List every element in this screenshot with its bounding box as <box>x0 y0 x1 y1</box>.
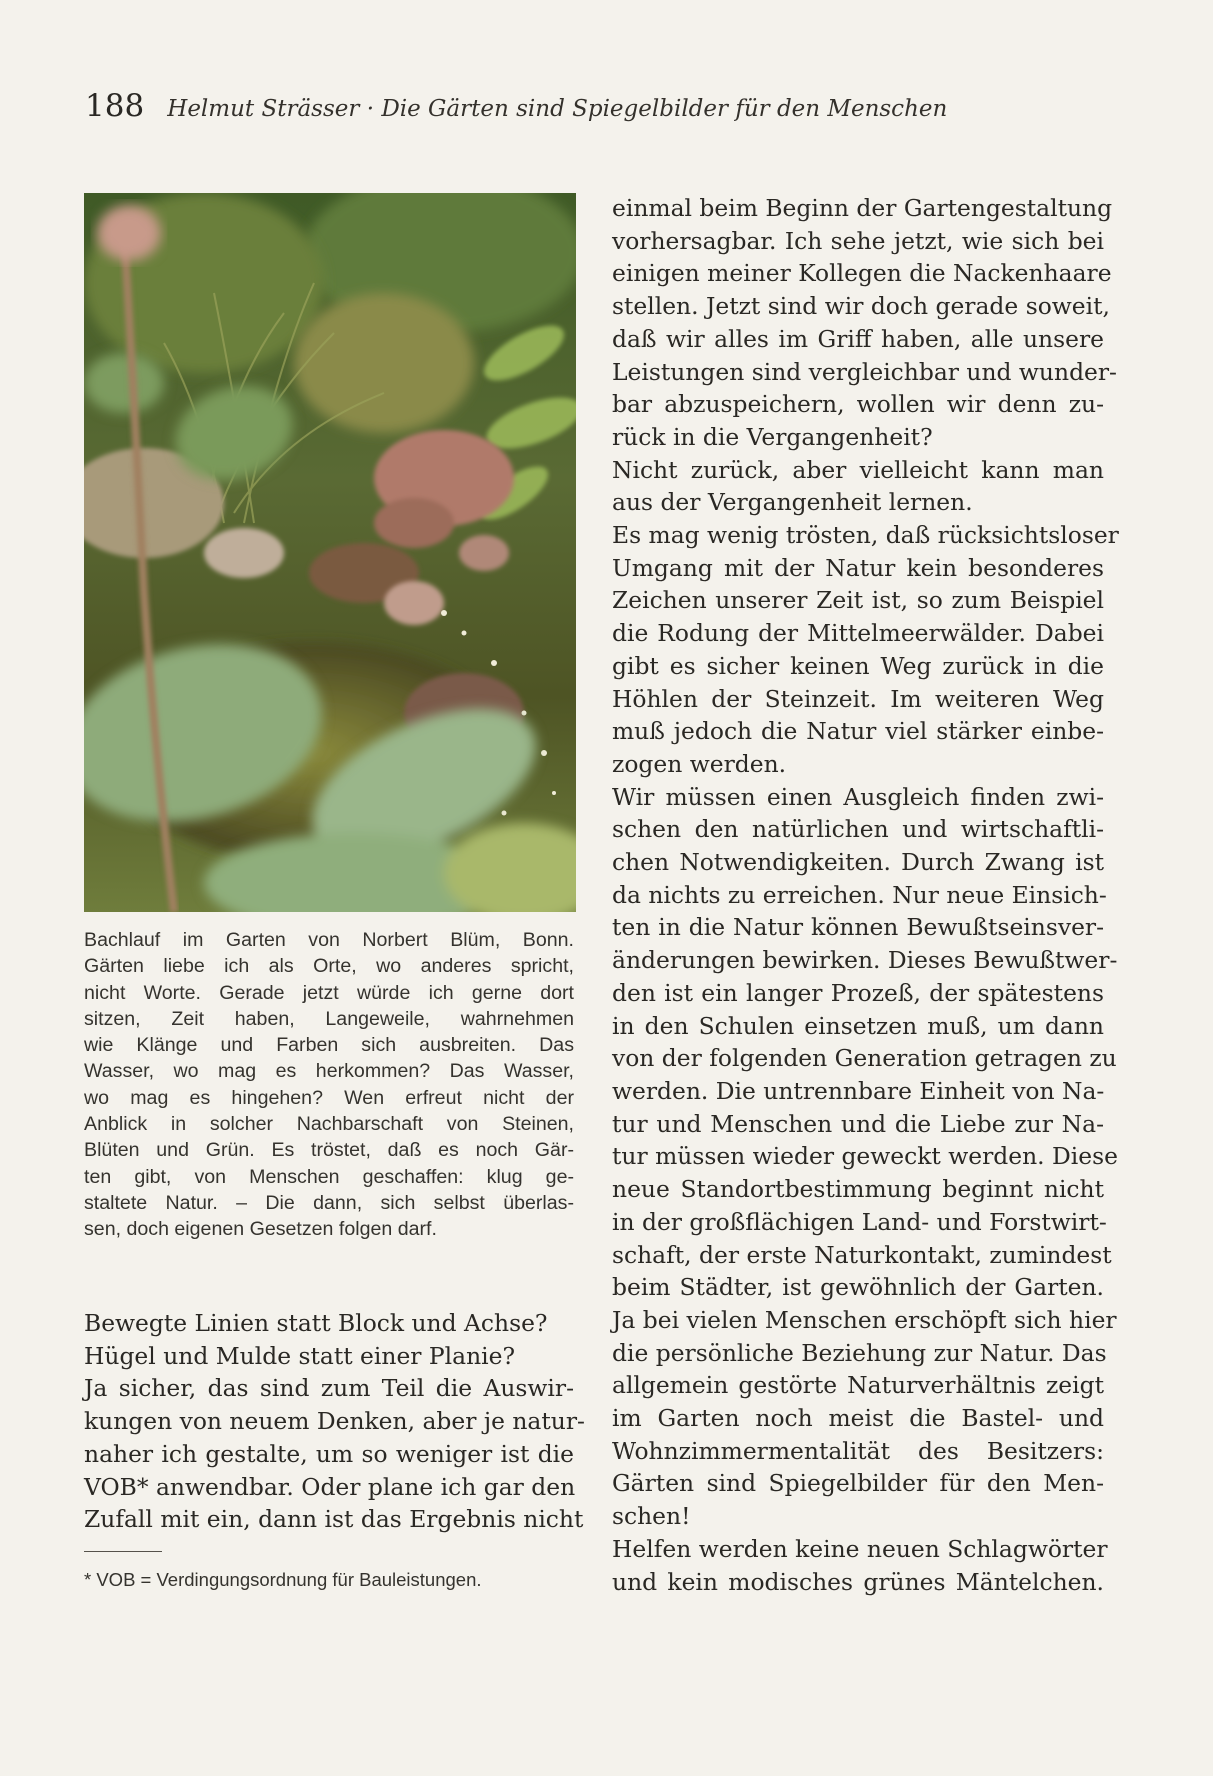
body-line: Helfen werden keine neuen Schlagwörter <box>612 1534 1108 1563</box>
body-line: in den Schulen einsetzen muß, um dann <box>612 1011 1104 1040</box>
caption-line: Anblick in solcher Nachbarschaft von Steinen, <box>84 1113 574 1136</box>
caption-line: staltete Natur. – Die dann, sich selbst überlas- <box>84 1191 574 1214</box>
body-line: schen den natürlichen und wirtschaftli- <box>612 815 1104 844</box>
body-line: neue Standortbestimmung beginnt nicht <box>612 1175 1104 1204</box>
body-line: tur und Menschen und die Liebe zur Na- <box>612 1109 1104 1138</box>
body-line: allgemein gestörte Naturverhältnis zeigt <box>612 1371 1104 1400</box>
body-line: einigen meiner Kollegen die Nackenhaare <box>612 259 1112 288</box>
body-line: änderungen bewirken. Dieses Bewußtwer- <box>612 946 1118 975</box>
body-line: Nicht zurück, aber vielleicht kann man <box>612 455 1104 484</box>
body-line: Bewegte Linien statt Block und Achse? <box>84 1309 548 1337</box>
body-line: die persönliche Beziehung zur Natur. Das <box>612 1338 1107 1367</box>
body-line: chen Notwendigkeiten. Durch Zwang ist <box>612 848 1104 877</box>
body-line: Hügel und Mulde statt einer Planie? <box>84 1341 516 1370</box>
right-column-text <box>612 192 1119 1598</box>
body-line: VOB* anwendbar. Oder plane ich gar den <box>84 1472 576 1501</box>
body-line: in der großflächigen Land- und Forstwirt- <box>612 1207 1107 1236</box>
body-line: beim Städter, ist gewöhnlich der Garten. <box>612 1273 1104 1302</box>
body-line: schaft, der erste Naturkontakt, zumindest <box>612 1240 1112 1269</box>
body-line: Gärten sind Spiegelbilder für den Men- <box>612 1469 1104 1498</box>
figure-caption <box>84 927 574 1243</box>
body-line: und kein modisches grünes Mäntelchen. <box>612 1567 1104 1596</box>
body-line: tur müssen wieder geweckt werden. Diese <box>612 1142 1118 1171</box>
footnote-rule <box>84 1551 162 1552</box>
garden-stream-photo <box>84 193 576 912</box>
body-line: Es mag wenig trösten, daß rücksichtsloser <box>612 521 1119 550</box>
caption-line: Blüten und Grün. Es tröstet, daß es noch Gär- <box>84 1139 574 1162</box>
body-line: Zufall mit ein, dann ist das Ergebnis nicht <box>84 1505 584 1534</box>
body-line: schen! <box>612 1502 691 1531</box>
body-line: Wir müssen einen Ausgleich finden zwi- <box>612 782 1104 811</box>
running-title: Helmut Strässer · Die Gärten sind Spiegelbilder für den Menschen <box>167 96 948 122</box>
body-line: den ist ein langer Prozeß, der spätestens <box>612 978 1104 1007</box>
caption-line: wie Klänge und Farben sich ausbreiten. Das <box>84 1034 574 1057</box>
body-line: aus der Vergangenheit lernen. <box>612 488 973 517</box>
page-header <box>85 88 947 124</box>
caption-line: sen, doch eigenen Gesetzen folgen darf. <box>84 1218 437 1241</box>
body-line: Ja sicher, das sind zum Teil die Auswir- <box>84 1374 574 1403</box>
caption-line: ten gibt, von Menschen geschaffen: klug ge- <box>84 1165 574 1188</box>
body-line: zogen werden. <box>612 749 787 778</box>
caption-line: Bachlauf im Garten von Norbert Blüm, Bonn. <box>84 929 574 951</box>
body-line: Wohnzimmermentalität des Besitzers: <box>612 1436 1104 1465</box>
body-line: Leistungen sind vergleichbar und wunder- <box>612 357 1117 386</box>
caption-line: Wasser, wo mag es herkommen? Das Wasser, <box>84 1060 574 1083</box>
caption-line: nicht Worte. Gerade jetzt würde ich gerne dort <box>84 981 574 1004</box>
body-line: ten in die Natur können Bewußtseinsver- <box>612 913 1104 942</box>
body-line: im Garten noch meist die Bastel- und <box>612 1404 1104 1433</box>
body-line: daß wir alles im Griff haben, alle unsere <box>612 324 1104 353</box>
body-line: gibt es sicher keinen Weg zurück in die <box>612 651 1104 680</box>
caption-line: wo mag es hingehen? Wen erfreut nicht der <box>84 1086 574 1109</box>
page-number: 188 <box>85 88 145 124</box>
body-line: kungen von neuem Denken, aber je natur- <box>84 1407 585 1436</box>
body-line: werden. Die untrennbare Einheit von Na- <box>612 1076 1105 1105</box>
body-line: stellen. Jetzt sind wir doch gerade soweit, <box>612 292 1110 321</box>
body-line: Ja bei vielen Menschen erschöpft sich hier <box>612 1305 1117 1334</box>
caption-line: sitzen, Zeit haben, Langeweile, wahrnehmen <box>84 1007 574 1030</box>
body-line: einmal beim Beginn der Gartengestaltung <box>612 194 1113 222</box>
body-line: vorhersagbar. Ich sehe jetzt, wie sich bei <box>612 226 1104 255</box>
body-line: von der folgenden Generation getragen zu <box>612 1044 1117 1073</box>
body-line: Höhlen der Steinzeit. Im weiteren Weg <box>612 684 1104 713</box>
left-column-text <box>84 1307 585 1536</box>
body-line: die Rodung der Mittelmeerwälder. Dabei <box>612 619 1104 648</box>
footnote: * VOB = Verdingungsordnung für Bauleistungen. <box>84 1569 482 1590</box>
caption-line: Gärten liebe ich als Orte, wo anderes spricht, <box>84 955 574 978</box>
body-line: rück in die Vergangenheit? <box>612 422 933 451</box>
body-line: bar abzuspeichern, wollen wir denn zu- <box>612 390 1104 419</box>
body-line: Zeichen unserer Zeit ist, so zum Beispiel <box>612 586 1104 615</box>
body-line: Umgang mit der Natur kein besonderes <box>612 553 1104 582</box>
body-line: da nichts zu erreichen. Nur neue Einsich- <box>612 880 1107 909</box>
body-line: naher ich gestalte, um so weniger ist die <box>84 1439 574 1468</box>
body-line: muß jedoch die Natur viel stärker einbe- <box>612 717 1104 746</box>
